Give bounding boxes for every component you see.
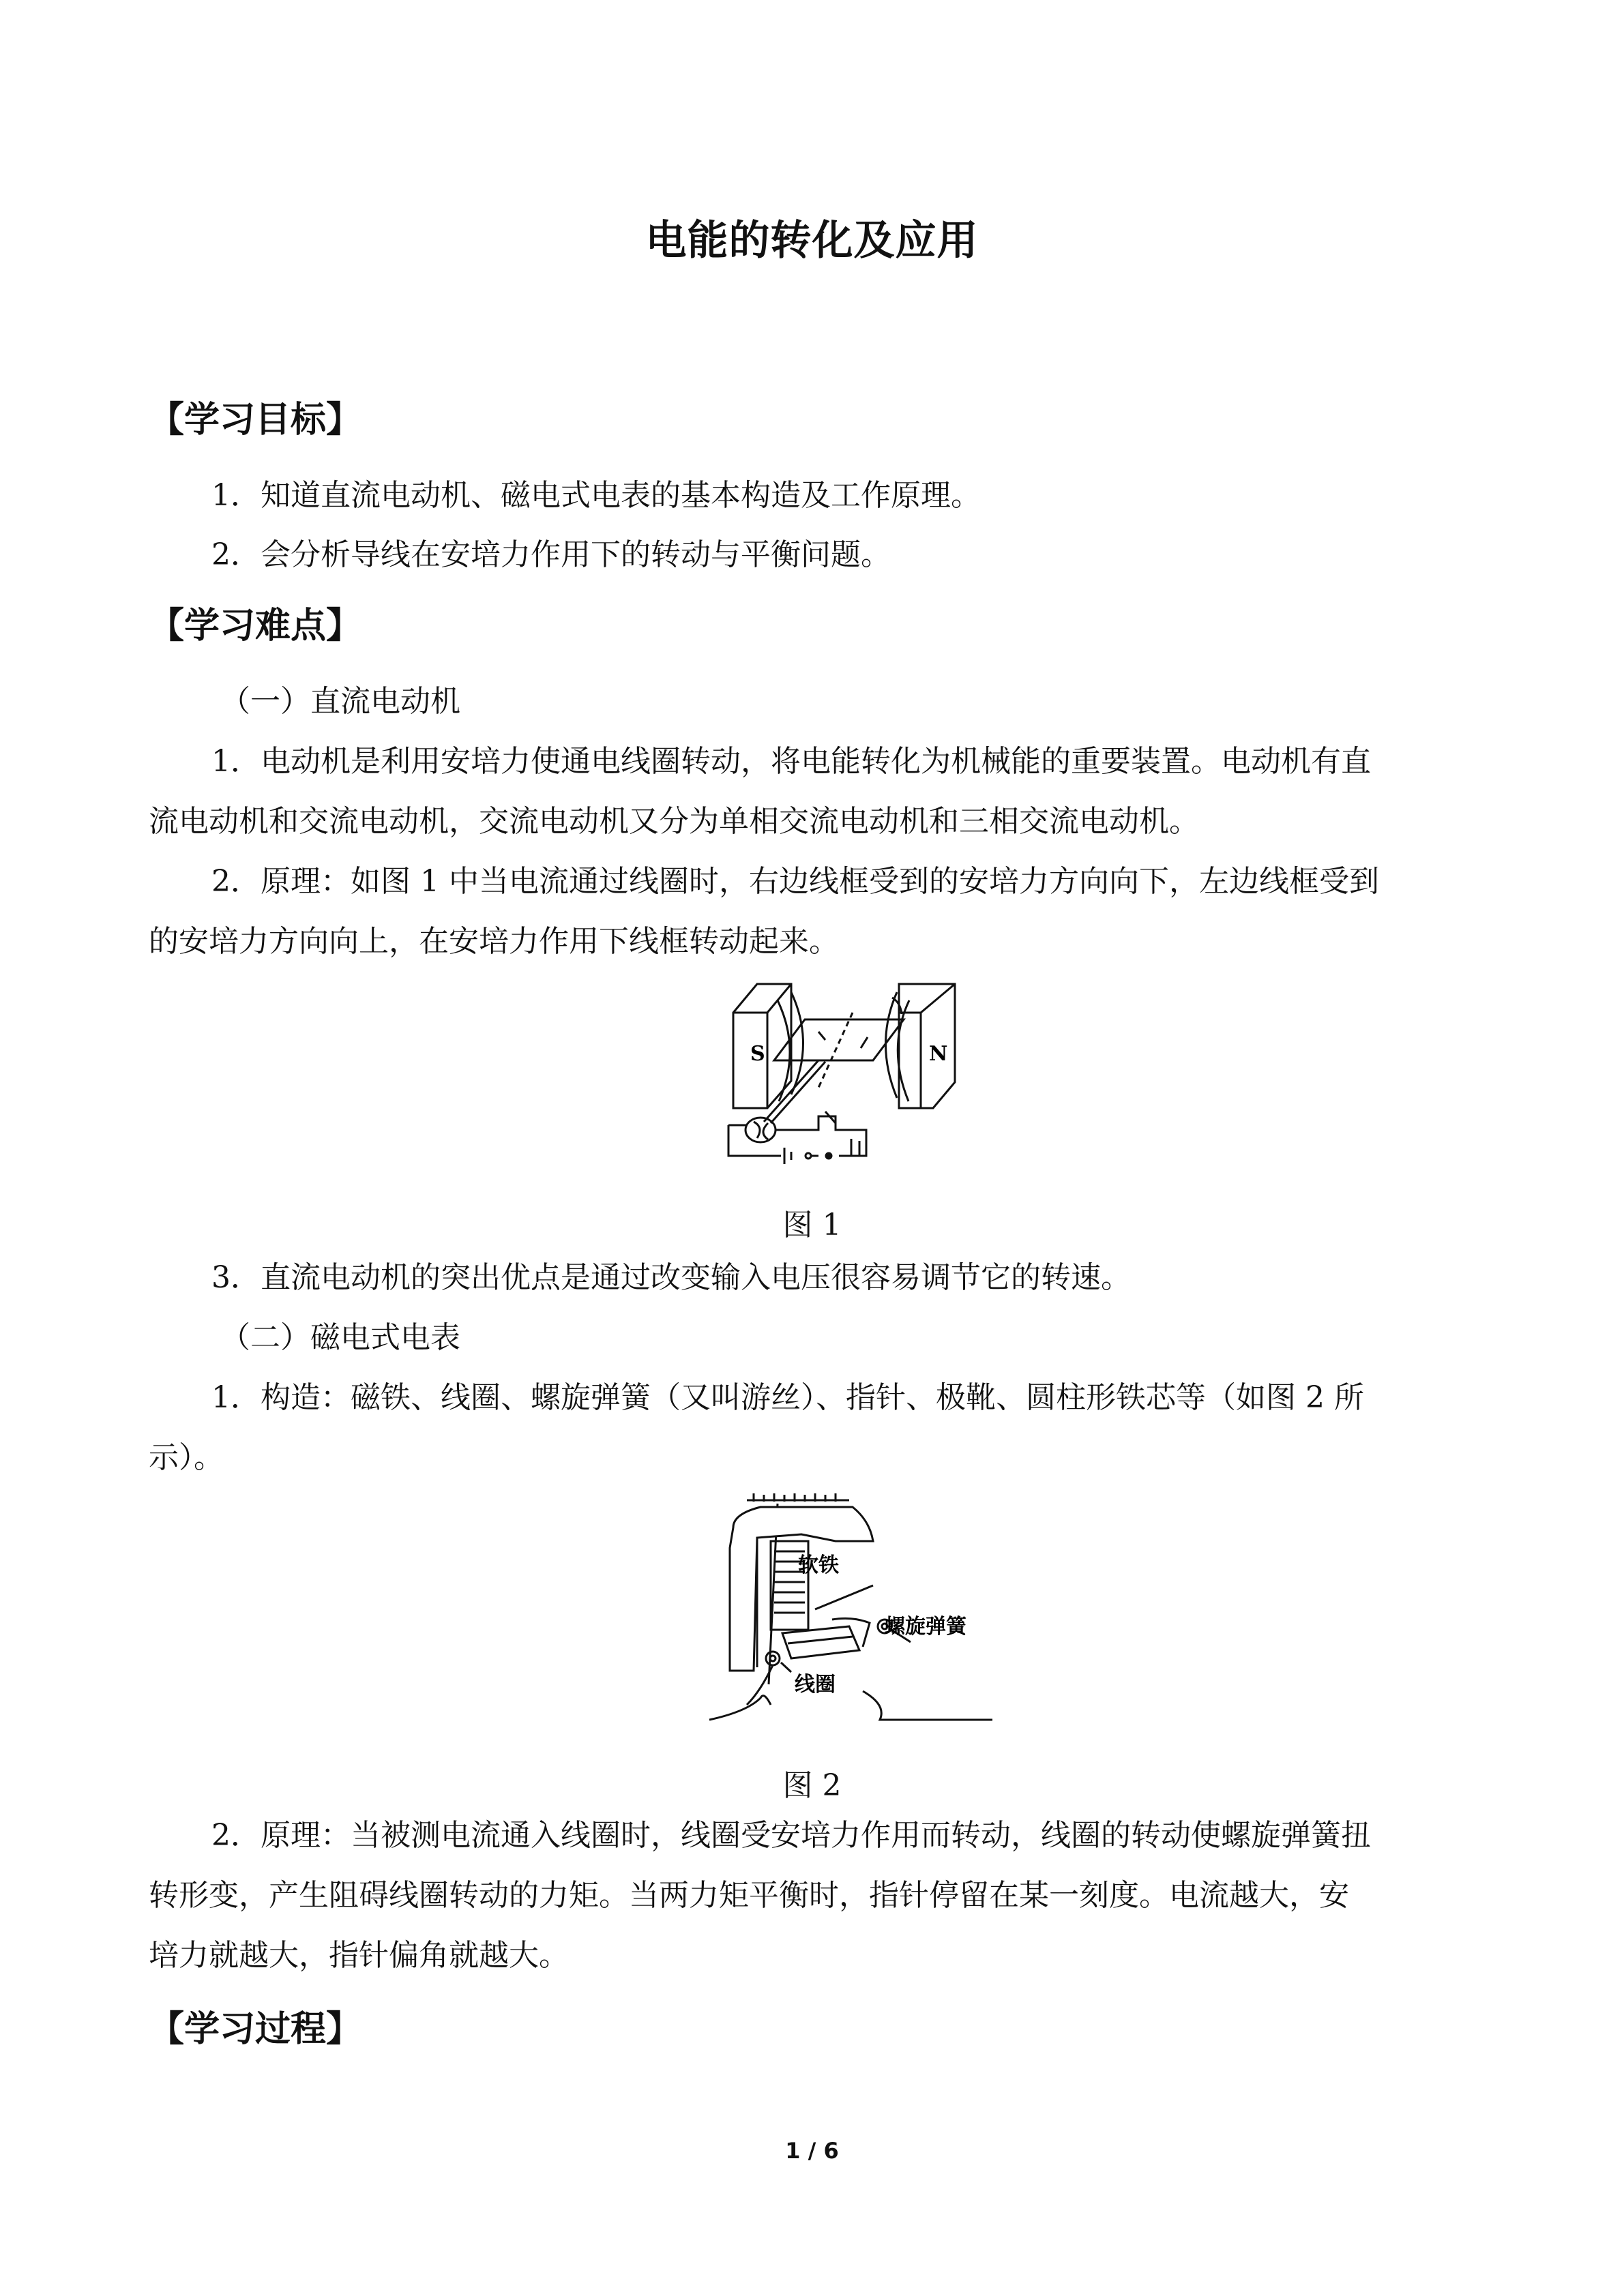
meter-paragraph-1-line-1: 1．构造：磁铁、线圈、螺旋弹簧（又叫游丝）、指针、极靴、圆柱形铁芯等（如图 2 所: [211, 1380, 1364, 1415]
difficulties-heading: 【学习难点】: [149, 606, 362, 646]
motor-paragraph-2-line-1: 2．原理：如图 1 中当电流通过线圈时，右边线框受到的安培力方向向下，左边线框受到: [211, 864, 1379, 899]
goals-heading: 【学习目标】: [149, 400, 362, 441]
meter-paragraph-1-line-2: 示）。: [149, 1440, 224, 1475]
figure-1-dc-motor-diagram: [716, 972, 969, 1169]
meter-paragraph-2-line-2: 转形变，产生阻碍线圈转动的力矩。当两力矩平衡时，指针停留在某一刻度。电流越大，安: [149, 1878, 1349, 1913]
meter-subheading: （二）磁电式电表: [220, 1320, 460, 1355]
page-title: 电能的转化及应用: [645, 217, 979, 265]
motor-paragraph-1-line-2: 流电动机和交流电动机，交流电动机又分为单相交流电动机和三相交流电动机。: [149, 804, 1199, 839]
motor-paragraph-1-line-1: 1．电动机是利用安培力使通电线圈转动，将电能转化为机械能的重要装置。电动机有直: [211, 744, 1371, 779]
figure-2-label-soft-iron: 软铁: [798, 1553, 839, 1577]
motor-paragraph-2-line-2: 的安培力方向向上，在安培力作用下线框转动起来。: [149, 924, 839, 959]
motor-subheading: （一）直流电动机: [220, 684, 460, 719]
motor-paragraph-3: 3．直流电动机的突出优点是通过改变输入电压很容易调节它的转速。: [211, 1260, 1131, 1295]
process-heading: 【学习过程】: [149, 2009, 362, 2050]
meter-paragraph-2-line-3: 培力就越大，指针偏角就越大。: [149, 1938, 569, 1973]
figure-1-caption: 图 1: [782, 1208, 842, 1242]
figure-2-caption: 图 2: [782, 1768, 842, 1803]
figure-2-meter-diagram: [706, 1487, 992, 1725]
page-number: 1 / 6: [785, 2138, 839, 2164]
figure-1-label-s: S: [750, 1042, 765, 1066]
meter-paragraph-2-line-1: 2．原理：当被测电流通入线圈时，线圈受安培力作用而转动，线圈的转动使螺旋弹簧扭: [211, 1818, 1371, 1853]
goal-item-2: 2．会分析导线在安培力作用下的转动与平衡问题。: [211, 537, 891, 572]
figure-2-label-coil: 线圈: [795, 1673, 836, 1697]
figure-1-label-n: N: [929, 1042, 948, 1066]
figure-2-label-spring: 螺旋弹簧: [885, 1615, 966, 1639]
goal-item-1: 1．知道直流电动机、磁电式电表的基本构造及工作原理。: [211, 478, 981, 513]
